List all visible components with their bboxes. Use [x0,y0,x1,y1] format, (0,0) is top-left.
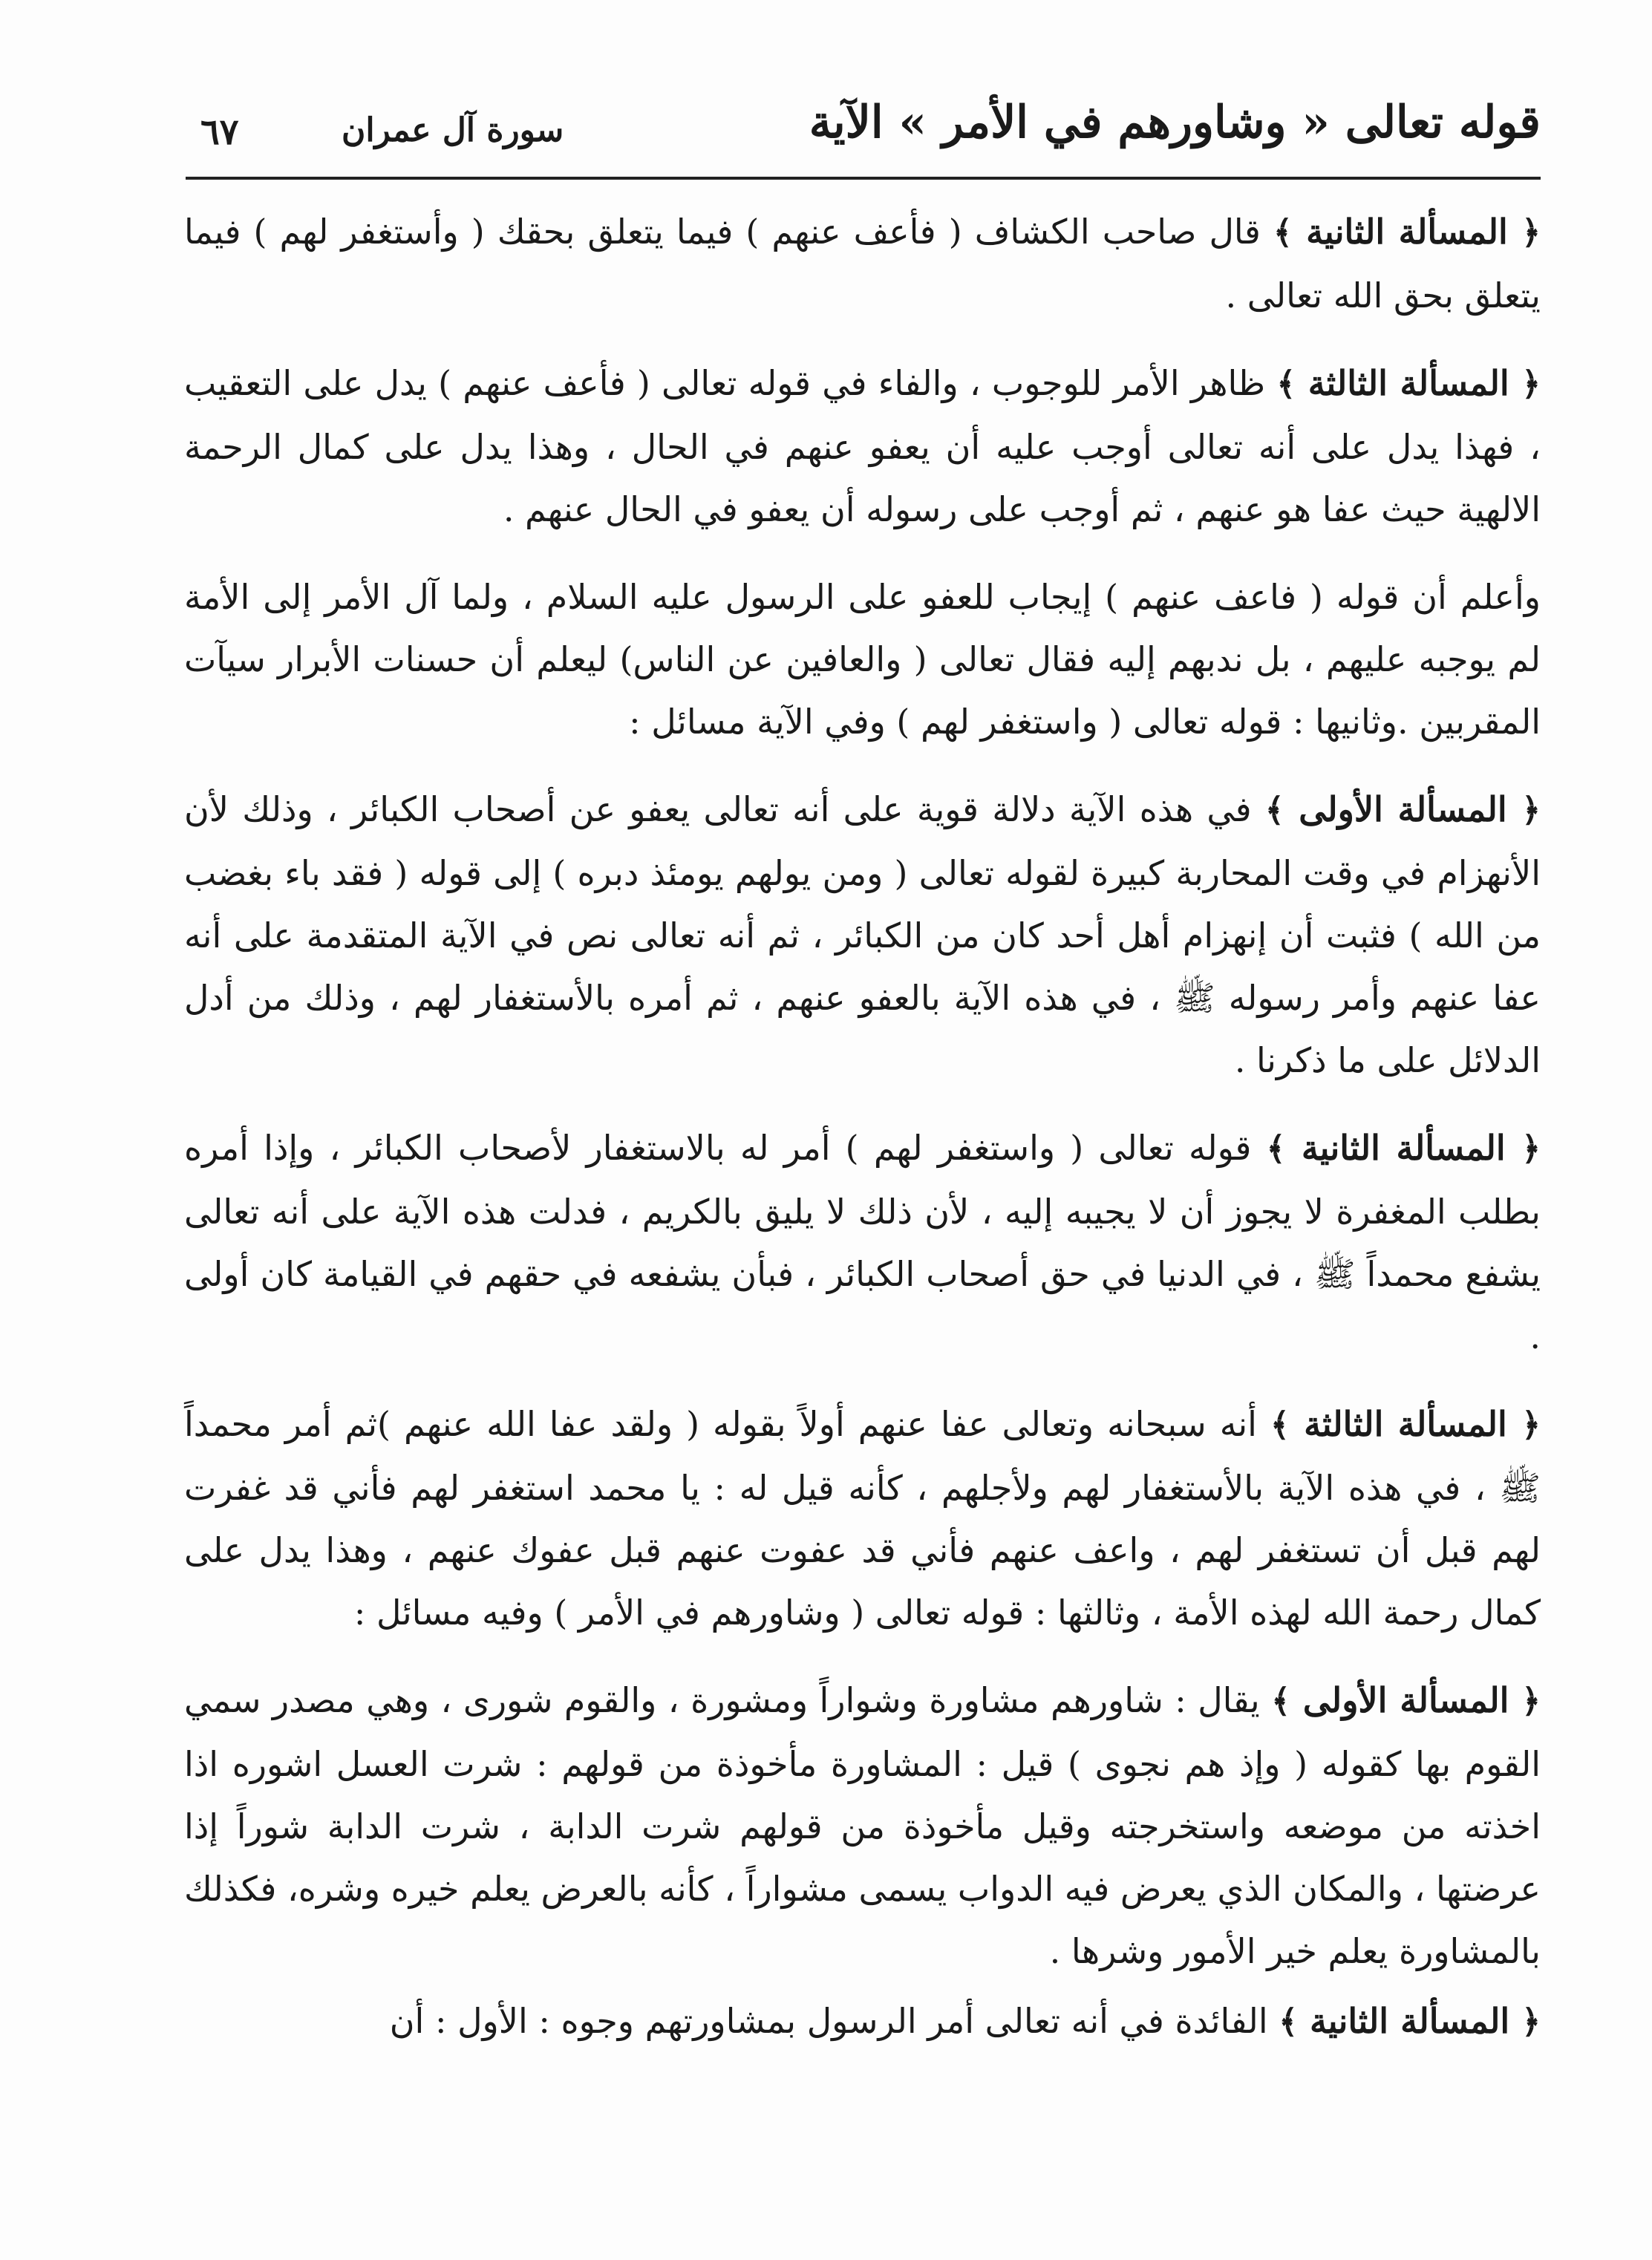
section-heading: ﴿ المسألة الأولى ﴾ [1271,1680,1541,1720]
paragraph [184,1117,1541,1368]
section-heading: ﴿ المسألة الأولى ﴾ [1264,789,1541,829]
paragraph-text: في هذه الآية دلالة قوية على أنه تعالى يعفو عن أصحاب الكبائر ، وذلك لأن الأنهزام في وقت المحاربة كبيرة لقوله تعالى ( ومن يولهم يومئذ دبره ) إلى قوله ( فقد باء بغضب من الله ) فثبت أن إنهزام أهل أحد كان من الكبائر ، ثم أنه تعالى نص في الآية المتقدمة على أنه عفا عنهم وأمر رسوله ﷺ ، في هذه الآية بالعفو عنهم ، ثم أمره بالأستغفار لهم ، وذلك من أدل الدلائل على ما ذكرنا . [184,789,1541,1080]
page-number: ٦٧ [200,111,239,153]
paragraph [184,1669,1541,1982]
running-title: قوله تعالى « وشاورهم في الأمر » الآية [809,97,1541,148]
paragraph-text: ظاهر الأمر للوجوب ، والفاء في قوله تعالى ( فأعف عنهم ) يدل على التعقيب ، فهذا يدل على أنه تعالى أوجب عليه أن يعفو عنهم في الحال ، وهذا يدل على كمال الرحمة الالهية حيث عفا هو عنهم ، ثم أوجب على رسوله أن يعفو في الحال عنهم . [184,363,1541,529]
paragraph-text: قوله تعالى ( واستغفر لهم ) أمر له بالاستغفار لأصحاب الكبائر ، وإذا أمره بطلب المغفرة لا يجوز أن لا يجيبه إليه ، لأن ذلك لا يليق بالكريم ، فدلت هذه الآية على أنه تعالى يشفع محمداً ﷺ ، في الدنيا في حق أصحاب الكبائر ، فبأن يشفعه في حقهم في القيامة كان أولى . [184,1128,1541,1356]
paragraph-text: وأعلم أن قوله ( فاعف عنهم ) إيجاب للعفو على الرسول عليه السلام ، ولما آل الأمر إلى الأمة لم يوجبه عليهم ، بل ندبهم إليه فقال تعالى ( والعافين عن الناس) ليعلم أن حسنات الأبرار سيآت المقربين .وثانيها : قوله تعالى ( واستغفر لهم ) وفي الآية مسائل : [184,577,1541,742]
page-header [186,97,1541,178]
paragraph-text: قال صاحب الكشاف ( فأعف عنهم ) فيما يتعلق بحقك ( وأستغفر لهم ) فيما يتعلق بحق الله تعالى . [184,212,1541,316]
paragraph [184,566,1541,753]
section-heading: ﴿ المسألة الثالثة ﴾ [1270,1404,1541,1444]
header-rule [186,177,1541,180]
section-heading: ﴿ المسألة الثانية ﴾ [1266,1128,1541,1168]
section-heading: ﴿ المسألة الثالثة ﴾ [1276,363,1541,403]
paragraph-text: يقال : شاورهم مشاورة وشواراً ومشورة ، والقوم شورى ، وهي مصدر سمي القوم بها كقوله ( وإذ هم نجوى ) قيل : المشاورة مأخوذة من قولهم : شرت العسل اشوره اذا اخذته من موضعه واستخرجته وقيل مأخوذة من قولهم شرت الدابة ، شرت الدابة شوراً إذا عرضتها ، والمكان الذي يعرض فيه الدواب يسمى مشواراً ، كأنه بالعرض يعلم خيره وشره، فكذلك بالمشاورة يعلم خير الأمور وشرها . [184,1680,1541,1971]
paragraph [184,778,1541,1091]
section-heading: ﴿ المسألة الثانية ﴾ [1273,212,1541,252]
paragraph [184,352,1541,540]
page-body [184,200,1541,2079]
paragraph [184,200,1541,327]
surah-name: سورة آل عمران [342,111,564,149]
section-heading: ﴿ المسألة الثانية ﴾ [1279,2001,1541,2041]
paragraph [184,1393,1541,1644]
paragraph [184,1990,1541,2054]
paragraph-text: الفائدة في أنه تعالى أمر الرسول بمشاورتهم وجوه : الأول : أن [389,2001,1268,2041]
paragraph-text: أنه سبحانه وتعالى عفا عنهم أولاً بقوله ( ولقد عفا الله عنهم )ثم أمر محمداً ﷺ ، في هذه الآية بالأستغفار لهم ولأجلهم ، كأنه قيل له : يا محمد استغفر لهم فأني قد غفرت لهم قبل أن تستغفر لهم ، واعف عنهم فأني قد عفوت عنهم قبل عفوك عنهم ، وهذا يدل على كمال رحمة الله لهذه الأمة ، وثالثها : قوله تعالى ( وشاورهم في الأمر ) وفيه مسائل : [184,1404,1541,1633]
